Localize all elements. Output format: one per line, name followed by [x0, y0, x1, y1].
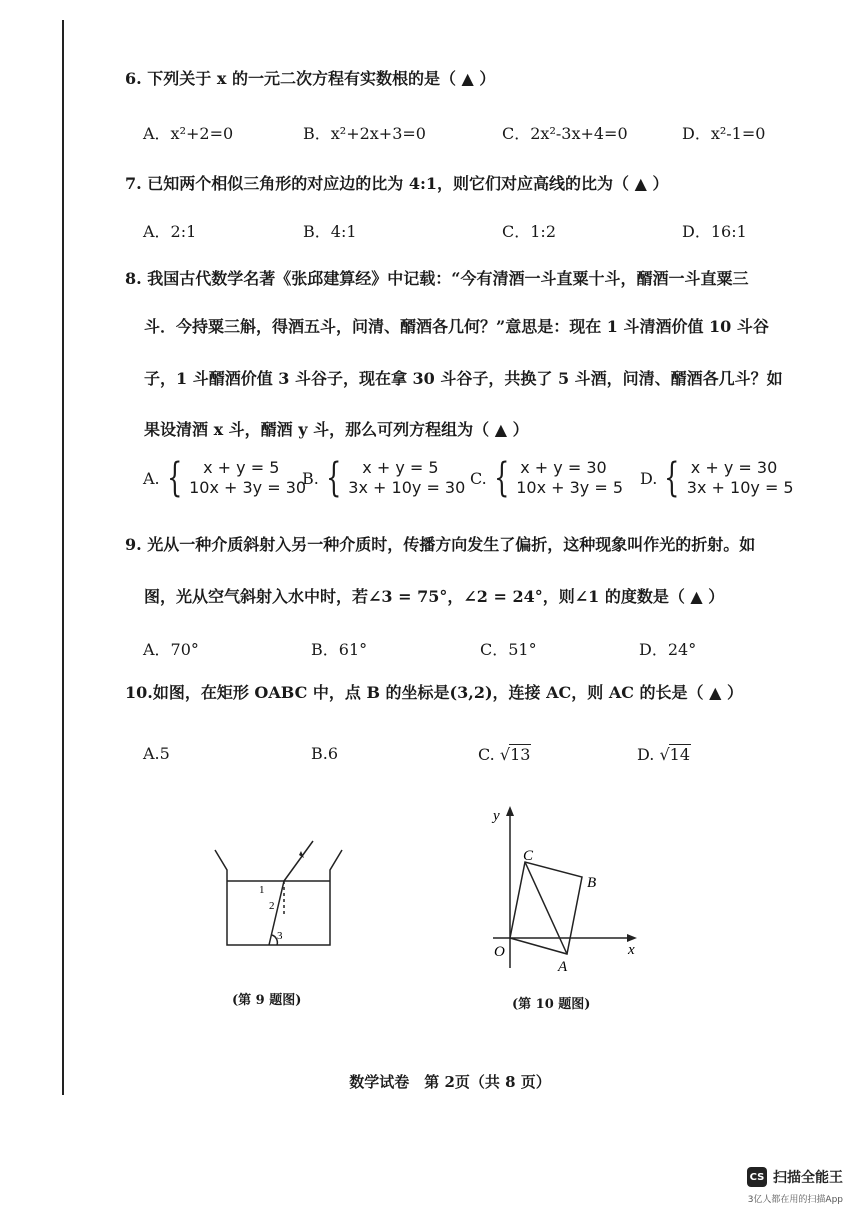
- point-o-label: O: [494, 944, 505, 960]
- brace-symbol: {: [493, 455, 510, 501]
- q6-option-c: C．2x²-3x+4=0: [502, 124, 628, 143]
- brace-symbol: {: [166, 455, 183, 501]
- angle-1-label: 1: [259, 884, 265, 896]
- question-10-stem: 10.如图，在矩形 OABC 中，点 B 的坐标是(3,2)，连接 AC，则 AC 的长是（ ▲ ）: [125, 683, 743, 702]
- sqrt-symbol: √: [659, 745, 670, 764]
- q8-a-eq1: x + y = 5: [203, 458, 280, 477]
- brace-symbol: {: [325, 455, 342, 501]
- camscanner-logo-icon: CS: [747, 1167, 767, 1187]
- figure-10-caption: (第 10 题图): [512, 997, 591, 1012]
- q10-option-b: B.6: [311, 744, 339, 763]
- q8-option-c-label: C.: [470, 468, 487, 488]
- q7-option-b: B．4:1: [303, 222, 357, 241]
- question-6-stem: 6. 下列关于 x 的一元二次方程有实数根的是（ ▲ ）: [125, 69, 496, 88]
- q8-d-eq2: 3x + 10y = 5: [686, 478, 794, 497]
- q10-option-a: A.5: [143, 744, 170, 763]
- angle-3-label: 3: [277, 930, 283, 942]
- q10-d-radicand: 14: [669, 745, 690, 764]
- angle-2-label: 2: [269, 900, 275, 912]
- q9-option-c: C．51°: [480, 640, 537, 659]
- page-footer: 数学试卷 第 2页（共 8 页）: [349, 1073, 551, 1091]
- q8-a-eq2: 10x + 3y = 30: [189, 478, 307, 497]
- q6-option-b: B．x²+2x+3=0: [303, 124, 426, 143]
- q8-option-a-label: A.: [143, 468, 160, 488]
- question-9-line-2: 图，光从空气斜射入水中时，若∠3 = 75°，∠2 = 24°，则∠1 的度数是（ ▲ ）: [144, 587, 725, 606]
- q7-option-d: D．16:1: [682, 222, 747, 241]
- diagonal-ac: [525, 862, 567, 954]
- y-axis-label: y: [493, 808, 500, 824]
- q10-option-d: [637, 744, 691, 764]
- figure-9-caption: (第 9 题图): [232, 993, 302, 1008]
- q9-option-d: D．24°: [639, 640, 697, 659]
- q7-option-c: C．1:2: [502, 222, 556, 241]
- q9-option-b: B．61°: [311, 640, 368, 659]
- q8-d-eq1: x + y = 30: [690, 458, 778, 477]
- q10-option-c-label: C.: [478, 745, 495, 764]
- q6-option-a: A．x²+2=0: [143, 124, 234, 143]
- q9-option-a: A．70°: [143, 640, 199, 659]
- incident-ray: [284, 841, 313, 881]
- point-c-label: C: [523, 848, 534, 864]
- q8-option-a: [143, 455, 307, 501]
- q6-option-d: D．x²-1=0: [682, 124, 766, 143]
- figure-10-rectangle-diagram: [485, 800, 650, 980]
- brand-tagline: 3亿人都在用的扫描App: [747, 1195, 843, 1205]
- question-8-line-4: 果设清酒 x 斗，醑酒 y 斗，那么可列方程组为（ ▲ ）: [144, 420, 529, 439]
- brace-symbol: {: [664, 455, 680, 501]
- question-7-stem: 7. 已知两个相似三角形的对应边的比为 4:1，则它们对应高线的比为（ ▲ ）: [125, 174, 669, 193]
- q8-c-eq1: x + y = 30: [520, 458, 607, 477]
- q8-option-b-label: B.: [302, 468, 319, 488]
- q8-c-eq2: 10x + 3y = 5: [516, 478, 624, 497]
- point-b-label: B: [587, 875, 597, 891]
- x-axis-arrow-icon: [627, 934, 637, 942]
- q8-option-d: [640, 455, 794, 501]
- q7-option-a: A．2:1: [143, 222, 197, 241]
- question-8-line-1: 8. 我国古代数学名著《张邱建算经》中记载：“今有清酒一斗直粟十斗，醑酒一斗直粟三: [125, 269, 749, 288]
- q10-option-d-label: D.: [637, 745, 655, 764]
- sqrt-symbol: √: [499, 745, 511, 764]
- question-8-line-3: 子，1 斗醑酒价值 3 斗谷子，现在拿 30 斗谷子，共换了 5 斗酒，问清、醑酒各几斗？如: [144, 369, 783, 388]
- scanner-brand: [747, 1167, 843, 1187]
- q8-option-c: [470, 455, 624, 501]
- y-axis-arrow-icon: [506, 806, 514, 816]
- q8-b-eq1: x + y = 5: [362, 458, 439, 477]
- q8-option-b: [302, 455, 466, 501]
- q8-option-d-label: D.: [640, 468, 658, 488]
- q8-b-eq2: 3x + 10y = 30: [348, 478, 466, 497]
- point-a-label: A: [558, 959, 568, 975]
- question-9-line-1: 9. 光从一种介质斜射入另一种介质时，传播方向发生了偏折，这种现象叫作光的折射。如: [125, 535, 756, 554]
- brand-name: 扫描全能王: [773, 1170, 843, 1186]
- binding-margin-line: [62, 20, 64, 1095]
- q10-c-radicand: 13: [510, 745, 531, 764]
- x-axis-label: x: [628, 942, 635, 958]
- question-8-line-2: 斗．今持粟三斛，得酒五斗，问清、醑酒各几何？”意思是：现在 1 斗清酒价值 10 斗谷: [144, 317, 769, 336]
- figure-9-refraction-diagram: [205, 835, 355, 955]
- q10-option-c: [478, 744, 531, 764]
